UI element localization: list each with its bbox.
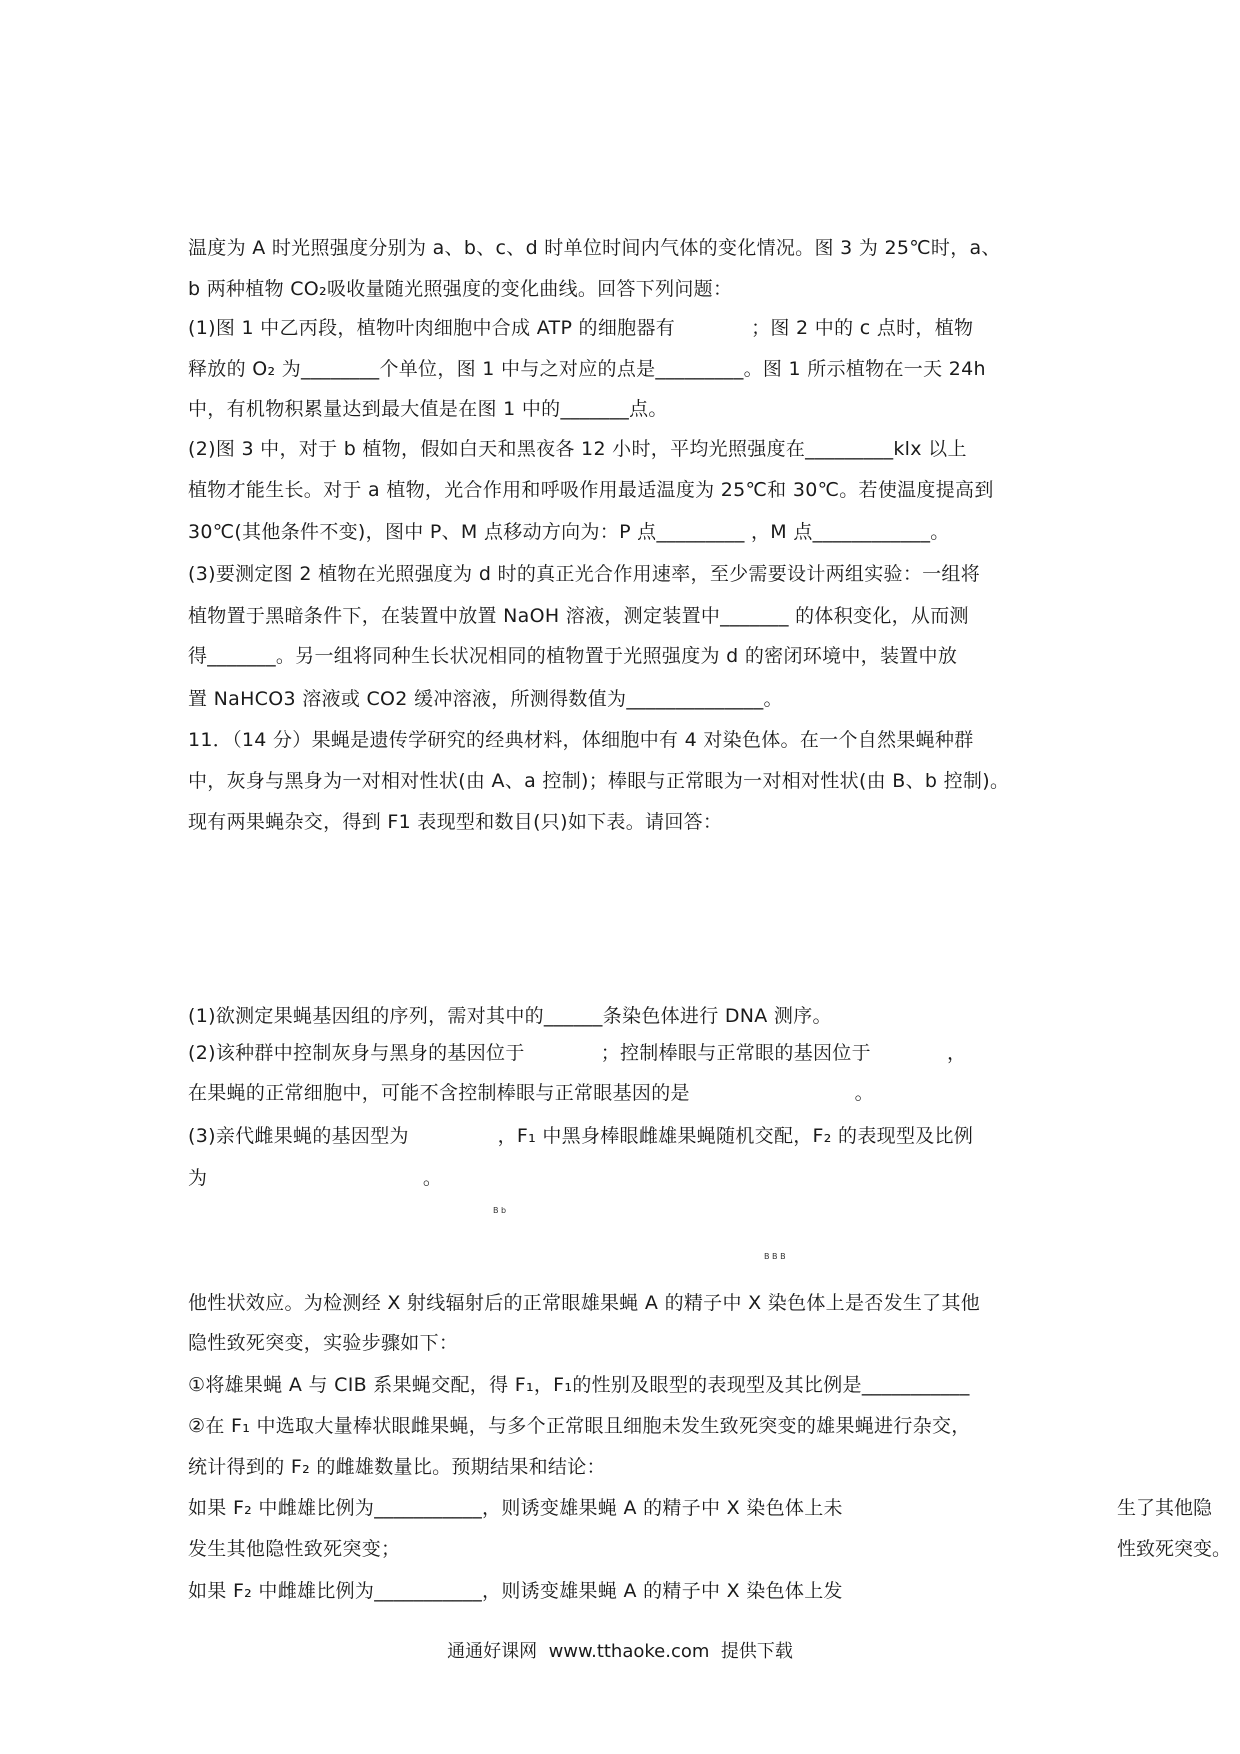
text-line: 现有两果蝇杂交，得到 F1 表现型和数目(只)如下表。请回答： <box>188 811 723 833</box>
text-line: 隐性致死突变，实验步骤如下： <box>188 1332 459 1354</box>
right-column-text: 生了其他隐 <box>1117 1497 1213 1519</box>
text-line: (2)图 3 中，对于 b 植物，假如白天和黑夜各 12 小时，平均光照强度在_________klx 以上 <box>188 438 967 460</box>
text-line: 植物才能生长。对于 a 植物，光合作用和呼吸作用最适温度为 25℃和 30℃。若使温度提高到 <box>188 479 994 501</box>
text-line: 如果 F₂ 中雌雄比例为___________，则诱变雄果蝇 A 的精子中 X 染色体上未 <box>188 1497 843 1519</box>
text-line: 他性状效应。为检测经 X 射线辐射后的正常眼雄果蝇 A 的精子中 X 染色体上是否发生了其他 <box>188 1292 981 1314</box>
text-line: (1)图 1 中乙丙段，植物叶肉细胞中合成 ATP 的细胞器有 ；图 2 中的 c 点时，植物 <box>188 317 974 339</box>
text-line: 发生其他隐性致死突变； <box>188 1538 401 1560</box>
text-line: 中，灰身与黑身为一对相对性状(由 A、a 控制)；棒眼与正常眼为一对相对性状(由 B、b 控制)。 <box>188 770 1010 792</box>
text-line: 统计得到的 F₂ 的雌雄数量比。预期结果和结论： <box>188 1456 606 1478</box>
text-line: ②在 F₁ 中选取大量棒状眼雌果蝇，与多个正常眼且细胞未发生致死突变的雄果蝇进行杂交， <box>188 1415 971 1437</box>
text-line: b 两种植物 CO₂吸收量随光照强度的变化曲线。回答下列问题： <box>188 278 733 300</box>
fragment-bb: B b <box>493 1206 507 1215</box>
text-line: 置 NaHCO3 溶液或 CO2 缓冲溶液，所测得数值为______________。 <box>188 688 783 710</box>
text-line: 释放的 O₂ 为________个单位，图 1 中与之对应的点是_________。图 1 所示植物在一天 24h <box>188 358 986 380</box>
text-line: 植物置于黑暗条件下，在装置中放置 NaOH 溶液，测定装置中_______ 的体积变化，从而测 <box>188 605 969 627</box>
text-line: (1)欲测定果蝇基因组的序列，需对其中的______条染色体进行 DNA 测序。 <box>188 1005 832 1027</box>
question-11-heading: 11．（14 分）果蝇是遗传学研究的经典材料，体细胞中有 4 对染色体。在一个自然果蝇种群 <box>188 729 974 751</box>
text-line: 在果蝇的正常细胞中，可能不含控制棒眼与正常眼基因的是 。 <box>188 1082 874 1104</box>
fragment-bbb: B B B <box>764 1252 786 1261</box>
text-line: (3)亲代雌果蝇的基因型为 ，F₁ 中黑身棒眼雌雄果蝇随机交配，F₂ 的表现型及比例 <box>188 1125 974 1147</box>
text-line: 如果 F₂ 中雌雄比例为___________，则诱变雄果蝇 A 的精子中 X 染色体上发 <box>188 1580 843 1602</box>
text-line: (3)要测定图 2 植物在光照强度为 d 时的真正光合作用速率，至少需要设计两组实验：一组将 <box>188 563 981 585</box>
text-line: ①将雄果蝇 A 与 CIB 系果蝇交配，得 F₁，F₁的性别及眼型的表现型及其比例是___________ <box>188 1374 970 1396</box>
text-line: 为 。 <box>188 1167 443 1189</box>
text-line: (2)该种群中控制灰身与黑身的基因位于 ；控制棒眼与正常眼的基因位于 ， <box>188 1042 967 1064</box>
text-line: 30℃(其他条件不变)，图中 P、M 点移动方向为：P 点_________ ，M 点____________。 <box>188 521 950 543</box>
right-column-text: 性致死突变。 <box>1117 1538 1232 1560</box>
text-line: 得_______。另一组将同种生长状况相同的植物置于光照强度为 d 的密闭环境中，装置中放 <box>188 645 958 667</box>
text-line: 中，有机物积累量达到最大值是在图 1 中的_______点。 <box>188 398 668 420</box>
text-line: 温度为 A 时光照强度分别为 a、b、c、d 时单位时间内气体的变化情况。图 3 为 25℃时，a、 <box>188 237 1001 259</box>
page-footer: 通通好课网 www.tthaoke.com 提供下载 <box>447 1641 793 1662</box>
